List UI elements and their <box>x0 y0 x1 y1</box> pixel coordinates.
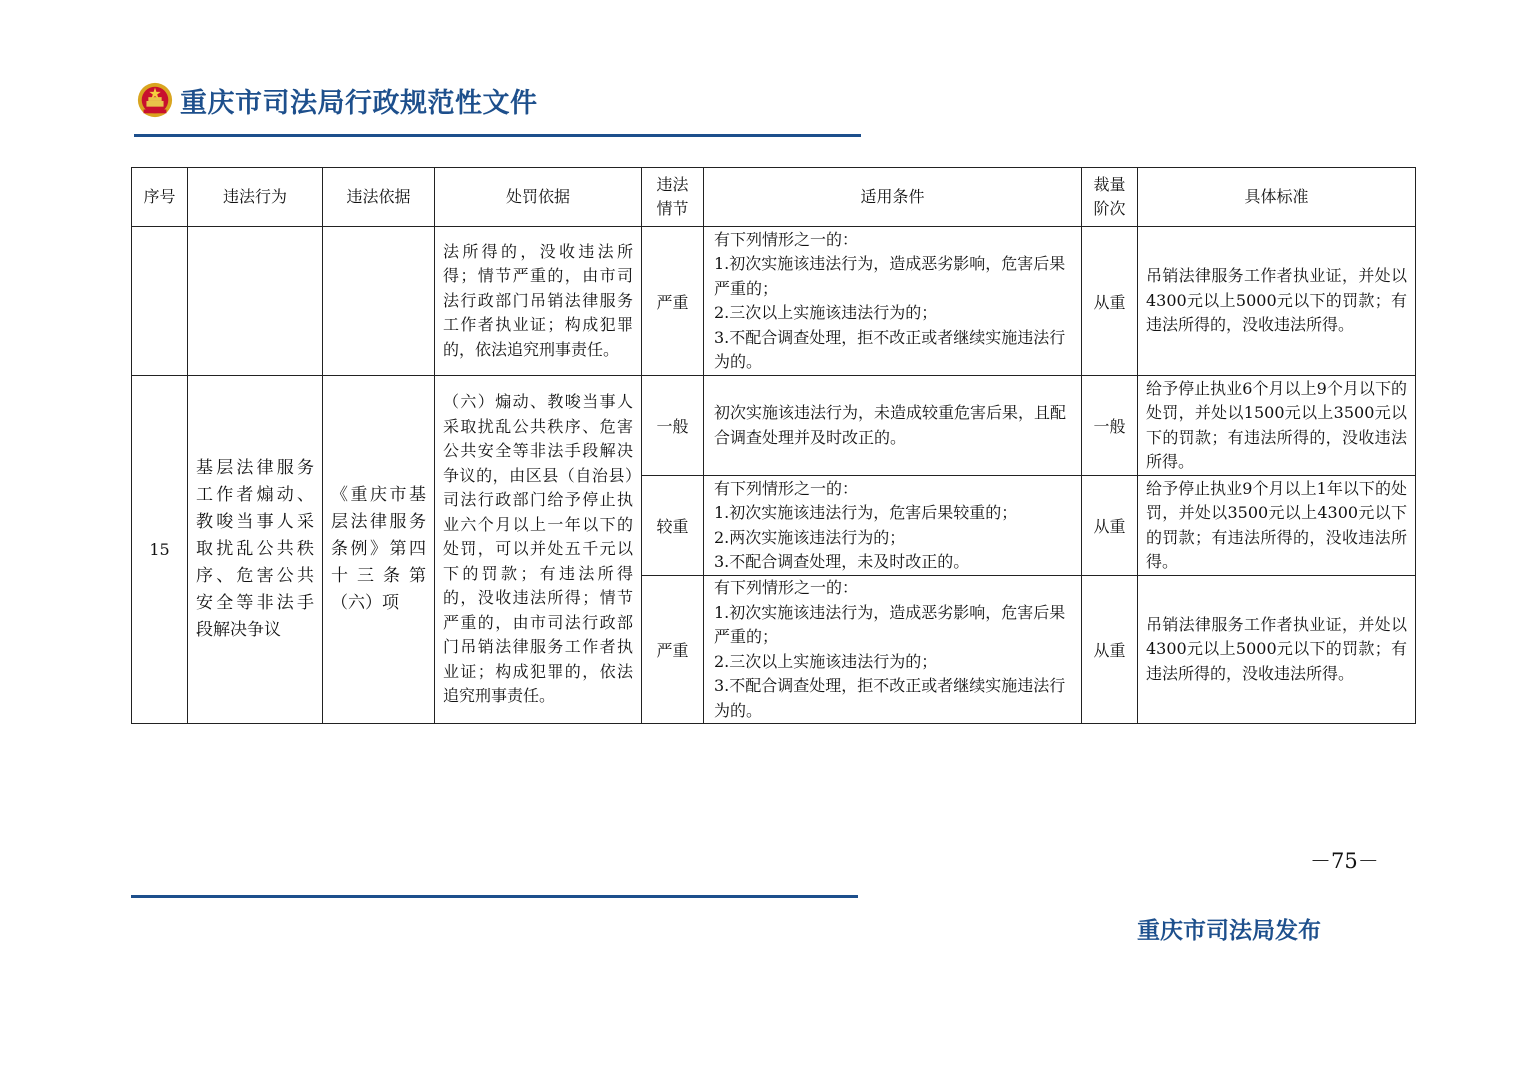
penalty-table <box>131 167 1416 724</box>
footer-rule <box>131 895 858 898</box>
col-header-basis: 违法依据 <box>323 168 435 227</box>
cell-circumstance: 一般 <box>642 376 704 476</box>
cell-behavior: 基层法律服务工作者煽动、教唆当事人采取扰乱公共秩序、危害公共安全等非法手段解决争议 <box>188 376 323 724</box>
col-header-index: 序号 <box>132 168 188 227</box>
cell-standard: 吊销法律服务工作者执业证，并处以4300元以上5000元以下的罚款；有违法所得的，没收违法所得。 <box>1138 576 1416 724</box>
national-emblem-icon <box>136 81 174 119</box>
col-header-penalty-basis: 处罚依据 <box>435 168 642 227</box>
header-title: 重庆市司法局行政规范性文件 <box>180 87 538 119</box>
col-header-standard: 具体标准 <box>1138 168 1416 227</box>
cell-circumstance: 严重 <box>642 576 704 724</box>
page-number: －75－ <box>1310 849 1379 873</box>
cell-standard: 给予停止执业9个月以上1年以下的处罚，并处以3500元以上4300元以下的罚款；有违法所得的，没收违法所得。 <box>1138 476 1416 576</box>
cell-circumstance: 严重 <box>642 227 704 376</box>
col-header-behavior: 违法行为 <box>188 168 323 227</box>
cell-standard: 给予停止执业6个月以上9个月以下的处罚，并处以1500元以上3500元以下的罚款；有违法所得的，没收违法所得。 <box>1138 376 1416 476</box>
cell-penalty-basis: （六）煽动、教唆当事人采取扰乱公共秩序、危害公共安全等非法手段解决争议的，由区县（自治县）司法行政部门给予停止执业六个月以上一年以下的处罚，可以并处五千元以下的罚款；有违法所得的，没收违法所得；情节严重的，由市司法行政部门吊销法律服务工作者执业证；构成犯罪的，依法追究刑事责任。 <box>435 376 642 724</box>
cell-circumstance: 较重 <box>642 476 704 576</box>
col-header-level: 裁量 阶次 <box>1082 168 1138 227</box>
cell-basis: 《重庆市基层法律服务条例》第四十三条第（六）项 <box>323 376 435 724</box>
table-row <box>132 227 1416 376</box>
cell-level: 从重 <box>1082 576 1138 724</box>
cell-conditions: 有下列情形之一的： 1.初次实施该违法行为，造成恶劣影响，危害后果严重的； 2.三次以上实施该违法行为的； 3.不配合调查处理，拒不改正或者继续实施违法行为的。 <box>704 576 1082 724</box>
cell-index <box>132 227 188 376</box>
cell-penalty-basis: 法所得的，没收违法所得；情节严重的，由市司法行政部门吊销法律服务工作者执业证；构成犯罪的，依法追究刑事责任。 <box>435 227 642 376</box>
cell-behavior <box>188 227 323 376</box>
col-header-circumstance: 违法 情节 <box>642 168 704 227</box>
cell-basis <box>323 227 435 376</box>
table-header-row <box>132 168 1416 227</box>
publisher-label: 重庆市司法局发布 <box>1137 918 1321 944</box>
cell-index: 15 <box>132 376 188 724</box>
cell-level: 从重 <box>1082 476 1138 576</box>
table-row <box>132 376 1416 476</box>
cell-level: 一般 <box>1082 376 1138 476</box>
cell-level: 从重 <box>1082 227 1138 376</box>
header-rule <box>134 134 861 137</box>
cell-conditions: 有下列情形之一的： 1.初次实施该违法行为，危害后果较重的； 2.两次实施该违法行为的； 3.不配合调查处理，未及时改正的。 <box>704 476 1082 576</box>
cell-conditions: 有下列情形之一的： 1.初次实施该违法行为，造成恶劣影响，危害后果严重的； 2.三次以上实施该违法行为的； 3.不配合调查处理，拒不改正或者继续实施违法行为的。 <box>704 227 1082 376</box>
document-header <box>136 78 538 122</box>
cell-conditions: 初次实施该违法行为，未造成较重危害后果，且配合调查处理并及时改正的。 <box>704 376 1082 476</box>
cell-standard: 吊销法律服务工作者执业证，并处以4300元以上5000元以下的罚款；有违法所得的，没收违法所得。 <box>1138 227 1416 376</box>
col-header-conditions: 适用条件 <box>704 168 1082 227</box>
